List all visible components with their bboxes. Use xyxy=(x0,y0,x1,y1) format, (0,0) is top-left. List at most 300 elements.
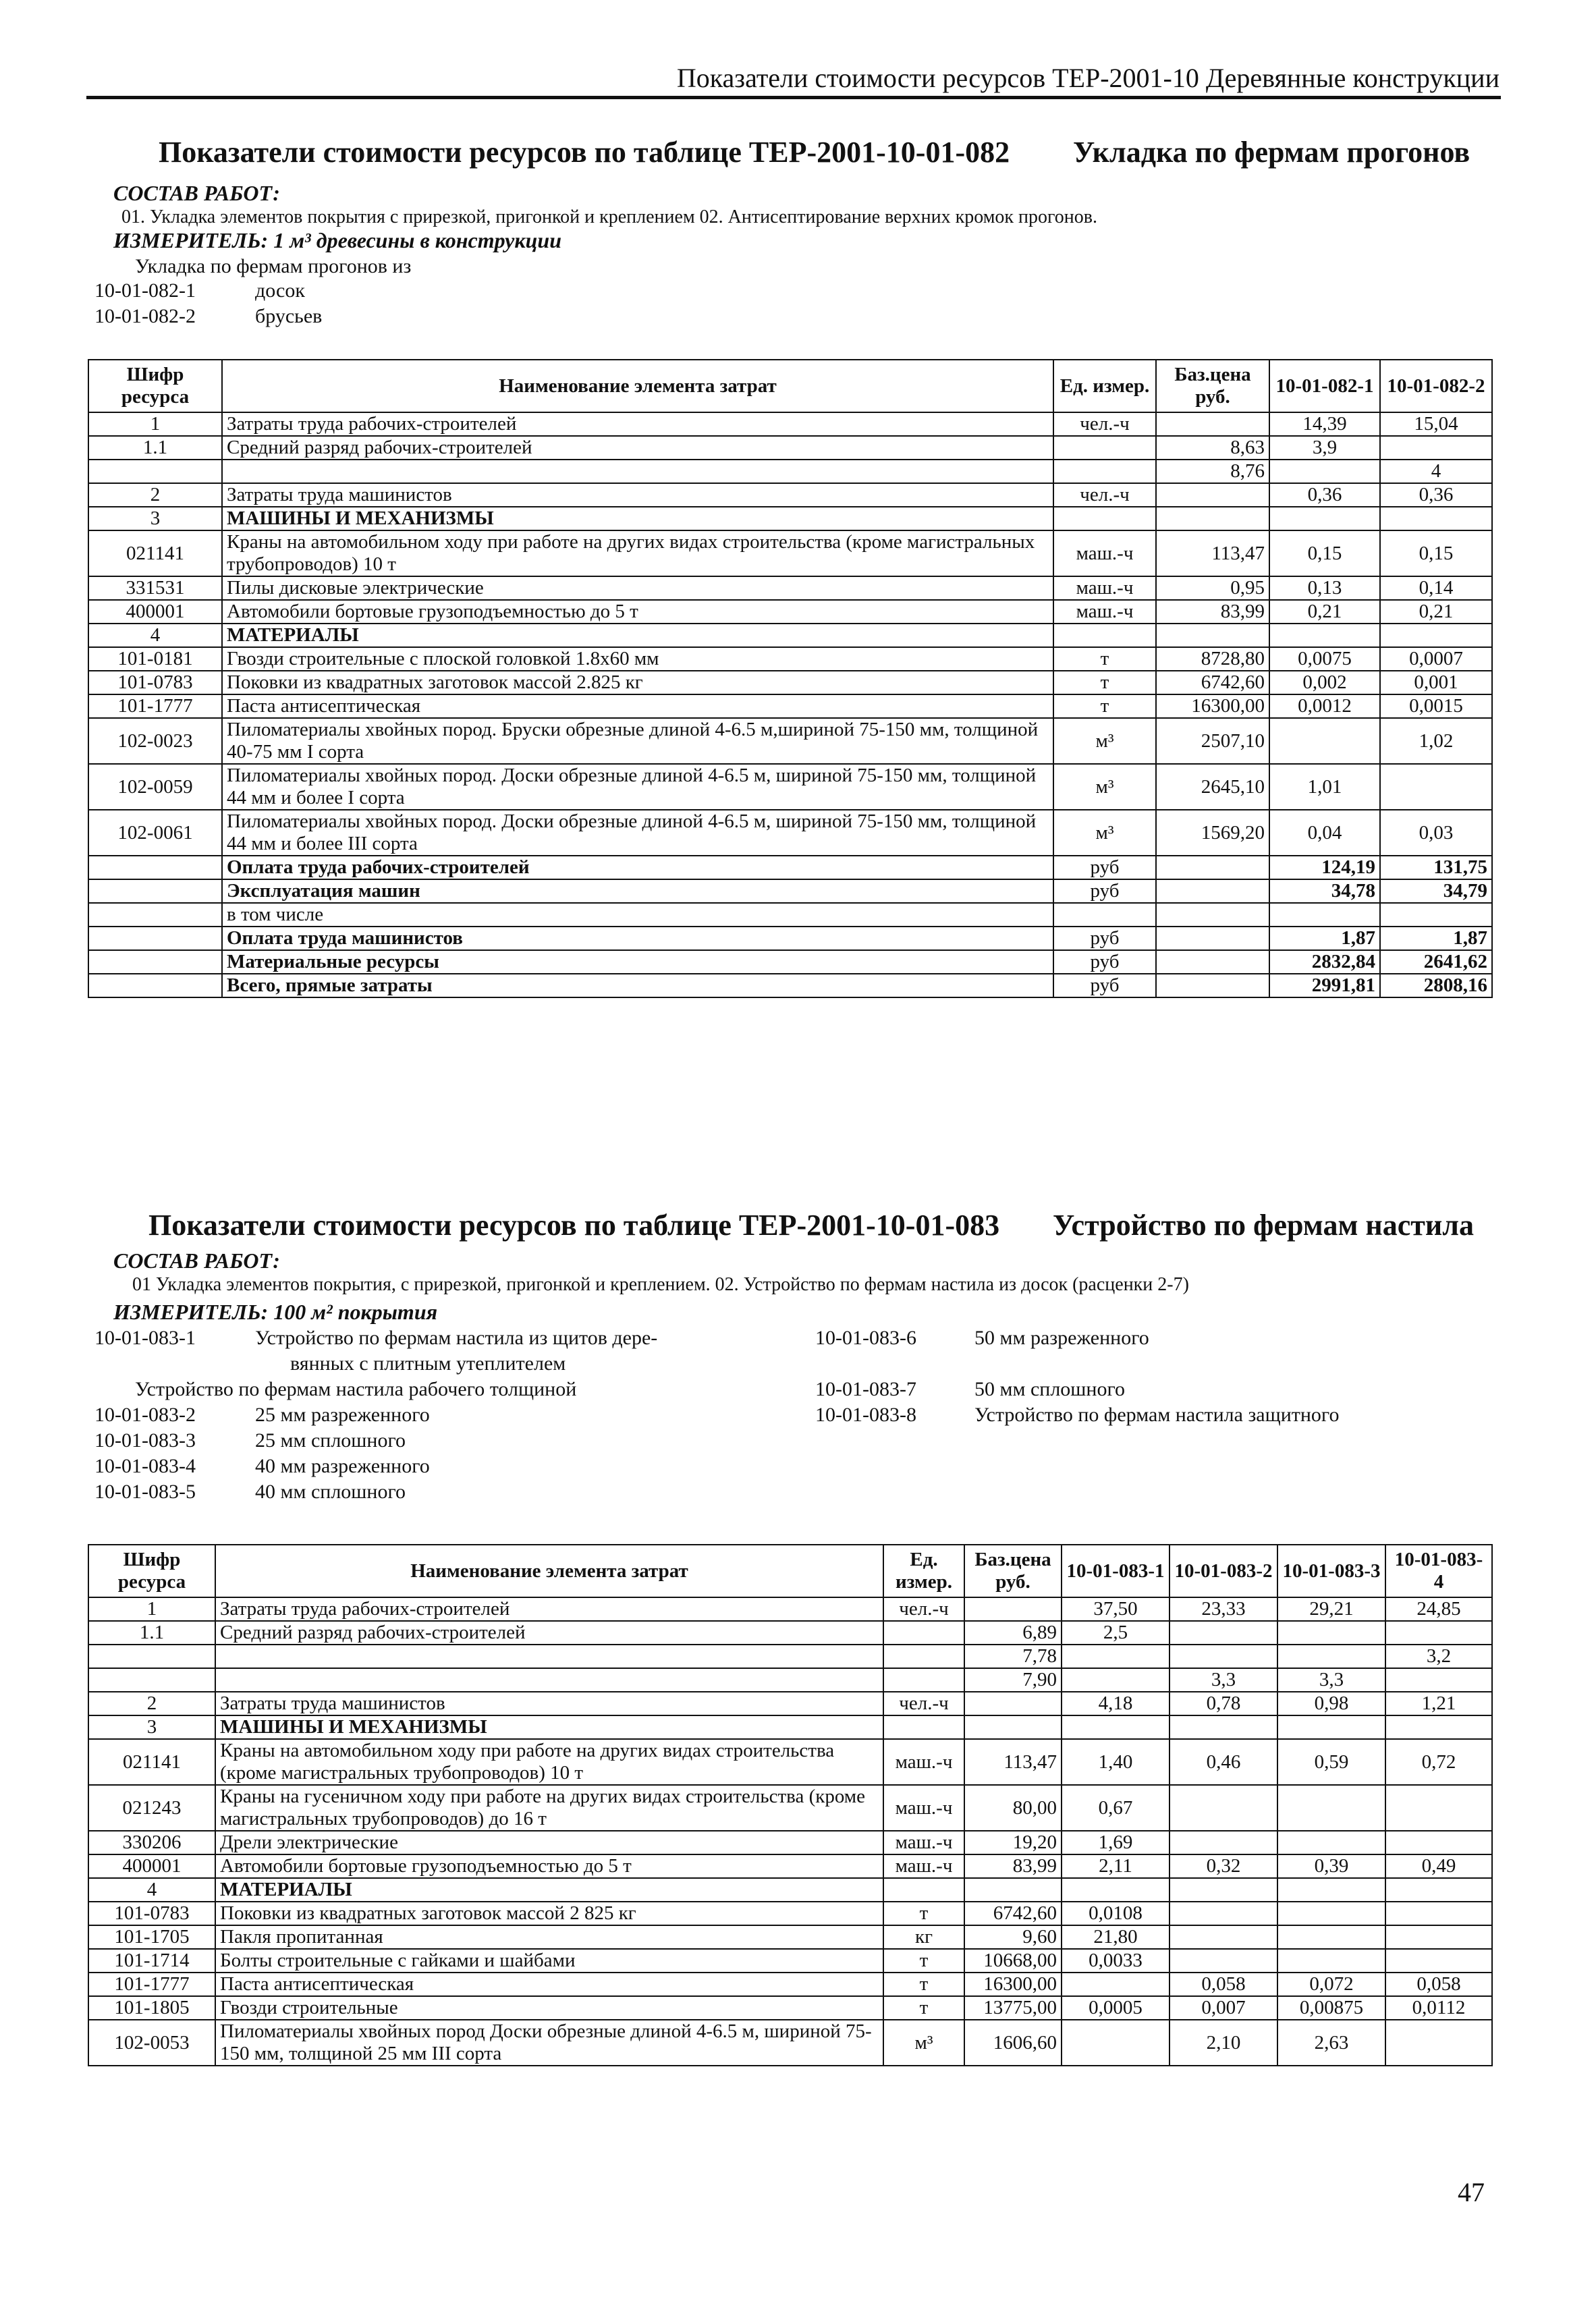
table-cell: руб xyxy=(1053,927,1156,950)
table-row xyxy=(88,460,1492,483)
table-cell: 400001 xyxy=(88,1854,215,1878)
table-cell: м³ xyxy=(1053,764,1156,810)
table-cell: 14,39 xyxy=(1269,412,1380,436)
table-cell: кг xyxy=(883,1925,964,1949)
table-cell xyxy=(1062,1668,1170,1692)
table-cell: 6742,60 xyxy=(1156,671,1269,694)
table-cell: 2,11 xyxy=(1062,1854,1170,1878)
header-rule xyxy=(86,96,1501,99)
table-cell xyxy=(1269,903,1380,927)
table-cell: чел.-ч xyxy=(883,1597,964,1621)
table-cell: 0,0108 xyxy=(1062,1902,1170,1925)
table-cell xyxy=(1156,624,1269,647)
table-row xyxy=(88,530,1492,576)
table-cell: 1 xyxy=(88,1597,215,1621)
section2-sostav-label: СОСТАВ РАБОТ: xyxy=(113,1248,280,1273)
table-header: 10-01-082-1 xyxy=(1269,360,1380,412)
table-cell: 2,63 xyxy=(1277,2020,1385,2066)
table-cell xyxy=(1277,1902,1385,1925)
table-cell: 0,49 xyxy=(1385,1854,1492,1878)
table-row xyxy=(88,2020,1492,2066)
table-cell: Пиломатериалы хвойных пород Доски обрезные длиной 4-6.5 м, шириной 75-150 мм, толщиной 25 мм III сорта xyxy=(215,2020,883,2066)
table-row xyxy=(88,1925,1492,1949)
table-cell: 0,21 xyxy=(1269,600,1380,624)
table-cell xyxy=(1062,1973,1170,1996)
section2-code-4-text: 40 мм разреженного xyxy=(255,1455,430,1477)
table-row xyxy=(88,1715,1492,1739)
table-cell xyxy=(88,1645,215,1668)
table-cell: т xyxy=(883,1973,964,1996)
table-cell: Автомобили бортовые грузоподъемностью до 5 т xyxy=(215,1854,883,1878)
table-cell xyxy=(1062,1645,1170,1668)
section2-code-3: 10-01-083-3 xyxy=(94,1429,196,1452)
section2-code-2-text: 25 мм разреженного xyxy=(255,1404,430,1426)
table-row xyxy=(88,694,1492,718)
table-cell xyxy=(883,1668,964,1692)
table-cell: 4 xyxy=(88,624,222,647)
table-cell: 0,78 xyxy=(1170,1692,1277,1715)
table-cell: 1,01 xyxy=(1269,764,1380,810)
table-cell xyxy=(1053,507,1156,530)
table-cell: 1606,60 xyxy=(964,2020,1062,2066)
table-row xyxy=(88,1996,1492,2020)
table-cell: 101-0181 xyxy=(88,647,222,671)
section2-rabochego: Устройство по фермам настила рабочего толщиной xyxy=(135,1378,577,1400)
table-cell: 7,78 xyxy=(964,1645,1062,1668)
table-cell: Паста антисептическая xyxy=(222,694,1053,718)
table-cell: руб xyxy=(1053,879,1156,903)
table-cell xyxy=(1170,1902,1277,1925)
table-cell xyxy=(88,879,222,903)
table-cell: 021141 xyxy=(88,530,222,576)
table-cell xyxy=(964,1597,1062,1621)
table-cell xyxy=(1385,1831,1492,1854)
section2-code-1-text: Устройство по фермам настила из щитов дере- xyxy=(255,1327,658,1349)
table-cell: 2832,84 xyxy=(1269,950,1380,974)
table-cell xyxy=(1385,1621,1492,1645)
table-cell xyxy=(1385,1785,1492,1831)
table-cell: 1,40 xyxy=(1062,1739,1170,1785)
table-cell: 0,058 xyxy=(1385,1973,1492,1996)
table-cell: МАТЕРИАЛЫ xyxy=(215,1878,883,1902)
table-cell: 29,21 xyxy=(1277,1597,1385,1621)
table-cell: Краны на автомобильном ходу при работе на других видах строительства (кроме магистральных трубопроводов) 10 т xyxy=(215,1739,883,1785)
table-cell xyxy=(1170,1878,1277,1902)
table-cell: 102-0059 xyxy=(88,764,222,810)
table-cell xyxy=(1380,903,1492,927)
table-cell: 0,15 xyxy=(1380,530,1492,576)
table-cell xyxy=(1170,1645,1277,1668)
table-cell: 8,76 xyxy=(1156,460,1269,483)
table-cell: 3 xyxy=(88,507,222,530)
table-cell: 113,47 xyxy=(1156,530,1269,576)
table-cell: 15,04 xyxy=(1380,412,1492,436)
table-cell: 2645,10 xyxy=(1156,764,1269,810)
table-cell xyxy=(883,1878,964,1902)
table-cell xyxy=(883,1645,964,1668)
table-cell: руб xyxy=(1053,856,1156,879)
table-row xyxy=(88,624,1492,647)
table-cell: 101-1714 xyxy=(88,1949,215,1973)
section2-title: Показатели стоимости ресурсов по таблице ТЕР-2001-10-01-083 xyxy=(148,1209,1000,1242)
table-row xyxy=(88,1692,1492,1715)
table-cell xyxy=(1385,1715,1492,1739)
table-cell: Пиломатериалы хвойных пород. Доски обрезные длиной 4-6.5 м, шириной 75-150 мм, толщиной 44 мм и более III сорта xyxy=(222,810,1053,856)
table-header: Ед. измер. xyxy=(883,1545,964,1597)
table-cell: 0,67 xyxy=(1062,1785,1170,1831)
table-row xyxy=(88,507,1492,530)
table-cell: 0,04 xyxy=(1269,810,1380,856)
section2-code-6: 10-01-083-6 xyxy=(815,1327,916,1349)
table-header: Наименование элемента затрат xyxy=(222,360,1053,412)
table-cell xyxy=(1170,1925,1277,1949)
table-row xyxy=(88,810,1492,856)
table-cell: 83,99 xyxy=(1156,600,1269,624)
table-cell: Всего, прямые затраты xyxy=(222,974,1053,997)
table-cell: 7,90 xyxy=(964,1668,1062,1692)
table-cell xyxy=(1277,1878,1385,1902)
section2-izmeritel: ИЗМЕРИТЕЛЬ: 100 м² покрытия xyxy=(113,1300,438,1324)
table-cell: т xyxy=(1053,694,1156,718)
table-header: 10-01-082-2 xyxy=(1380,360,1492,412)
table-cell xyxy=(1053,624,1156,647)
table-cell: т xyxy=(1053,671,1156,694)
table-cell: 8728,80 xyxy=(1156,647,1269,671)
table-cell: Поковки из квадратных заготовок массой 2 825 кг xyxy=(215,1902,883,1925)
table-cell: 0,98 xyxy=(1277,1692,1385,1715)
table-cell: 0,058 xyxy=(1170,1973,1277,1996)
table-cell: Поковки из квадратных заготовок массой 2.825 кг xyxy=(222,671,1053,694)
table-cell: 0,002 xyxy=(1269,671,1380,694)
table-cell: Материальные ресурсы xyxy=(222,950,1053,974)
table-cell: 0,13 xyxy=(1269,576,1380,600)
table-cell xyxy=(1385,1925,1492,1949)
table-row xyxy=(88,1645,1492,1668)
table-cell: т xyxy=(1053,647,1156,671)
table-cell xyxy=(1380,624,1492,647)
table-cell: 101-1777 xyxy=(88,694,222,718)
table-cell xyxy=(1277,1785,1385,1831)
table-cell xyxy=(1156,412,1269,436)
table-cell: 34,78 xyxy=(1269,879,1380,903)
table-cell: 0,0015 xyxy=(1380,694,1492,718)
table-cell: маш.-ч xyxy=(883,1785,964,1831)
table-cell xyxy=(1277,1831,1385,1854)
table-row xyxy=(88,412,1492,436)
table-cell: 37,50 xyxy=(1062,1597,1170,1621)
table-cell: т xyxy=(883,1996,964,2020)
table-cell: 0,21 xyxy=(1380,600,1492,624)
table-row xyxy=(88,1739,1492,1785)
table-header: 10-01-083-3 xyxy=(1277,1545,1385,1597)
table-cell: 0,0033 xyxy=(1062,1949,1170,1973)
table-cell xyxy=(1385,1949,1492,1973)
table-cell: м³ xyxy=(1053,810,1156,856)
table-cell: т xyxy=(883,1949,964,1973)
table-cell: 4 xyxy=(1380,460,1492,483)
table-row xyxy=(88,1973,1492,1996)
table-cell: 2991,81 xyxy=(1269,974,1380,997)
table-cell xyxy=(1156,950,1269,974)
table-row xyxy=(88,576,1492,600)
table-cell xyxy=(1170,1715,1277,1739)
table-cell xyxy=(1269,718,1380,764)
table-cell: 101-0783 xyxy=(88,1902,215,1925)
table-cell: Пакля пропитанная xyxy=(215,1925,883,1949)
table-cell xyxy=(883,1715,964,1739)
table-cell: Оплата труда машинистов xyxy=(222,927,1053,950)
table-cell: м³ xyxy=(883,2020,964,2066)
table-cell: 80,00 xyxy=(964,1785,1062,1831)
table-cell xyxy=(1385,1668,1492,1692)
table-cell: 102-0053 xyxy=(88,2020,215,2066)
table-cell: 34,79 xyxy=(1380,879,1492,903)
table-cell: 101-1777 xyxy=(88,1973,215,1996)
table-cell: маш.-ч xyxy=(1053,576,1156,600)
table-cell: 1,87 xyxy=(1269,927,1380,950)
table-cell: 1569,20 xyxy=(1156,810,1269,856)
table-cell: чел.-ч xyxy=(1053,412,1156,436)
table-cell xyxy=(1156,856,1269,879)
table-cell: 0,72 xyxy=(1385,1739,1492,1785)
table-row xyxy=(88,671,1492,694)
table-cell xyxy=(88,460,222,483)
table-cell xyxy=(1380,507,1492,530)
section2-sostav-text: 01 Укладка элементов покрытия, с прирезкой, пригонкой и креплением. 02. Устройство по фермам настила из досок (расценки 2-7) xyxy=(132,1274,1189,1295)
table-header: Наименование элемента затрат xyxy=(215,1545,883,1597)
table-cell: т xyxy=(883,1902,964,1925)
table-cell: 0,36 xyxy=(1380,483,1492,507)
table-cell xyxy=(1062,1715,1170,1739)
table-cell: Затраты труда машинистов xyxy=(215,1692,883,1715)
table-cell xyxy=(1277,1949,1385,1973)
table-cell: Затраты труда машинистов xyxy=(222,483,1053,507)
table-cell: 2,10 xyxy=(1170,2020,1277,2066)
table-header: 10-01-083-4 xyxy=(1385,1545,1492,1597)
table-row xyxy=(88,1621,1492,1645)
table-cell xyxy=(88,950,222,974)
table-row xyxy=(88,879,1492,903)
table-cell: 0,46 xyxy=(1170,1739,1277,1785)
table-cell: Эксплуатация машин xyxy=(222,879,1053,903)
table-cell xyxy=(88,856,222,879)
table-cell xyxy=(1053,903,1156,927)
table-cell xyxy=(1269,507,1380,530)
table-cell: 1,21 xyxy=(1385,1692,1492,1715)
table-cell xyxy=(1053,460,1156,483)
table-cell: 6,89 xyxy=(964,1621,1062,1645)
table-cell: 2808,16 xyxy=(1380,974,1492,997)
table-row xyxy=(88,483,1492,507)
table-row xyxy=(88,1878,1492,1902)
table-cell: 9,60 xyxy=(964,1925,1062,1949)
table-cell: 0,59 xyxy=(1277,1739,1385,1785)
table-row xyxy=(88,1785,1492,1831)
table-cell: 6742,60 xyxy=(964,1902,1062,1925)
table-cell xyxy=(1277,1645,1385,1668)
table-cell: Болты строительные с гайками и шайбами xyxy=(215,1949,883,1973)
table-cell xyxy=(1156,507,1269,530)
table-cell xyxy=(1156,927,1269,950)
table-cell: 2641,62 xyxy=(1380,950,1492,974)
table-cell xyxy=(1156,903,1269,927)
table-row xyxy=(88,718,1492,764)
table-cell: 3,9 xyxy=(1269,436,1380,460)
table-cell: Дрели электрические xyxy=(215,1831,883,1854)
table-cell: маш.-ч xyxy=(883,1739,964,1785)
table-header: Шифр ресурса xyxy=(88,360,222,412)
table-cell xyxy=(1170,1621,1277,1645)
section1-izmeritel: ИЗМЕРИТЕЛЬ: 1 м³ древесины в конструкции xyxy=(113,228,561,252)
section2-code-7-text: 50 мм сплошного xyxy=(974,1378,1126,1400)
resource-table-082 xyxy=(88,359,1493,998)
table-cell xyxy=(1277,1925,1385,1949)
table-cell: 23,33 xyxy=(1170,1597,1277,1621)
table-cell: 0,36 xyxy=(1269,483,1380,507)
table-cell: 0,15 xyxy=(1269,530,1380,576)
table-cell: Пилы дисковые электрические xyxy=(222,576,1053,600)
resource-table-083 xyxy=(88,1544,1493,2066)
table-cell xyxy=(964,1878,1062,1902)
table-cell: МАШИНЫ И МЕХАНИЗМЫ xyxy=(222,507,1053,530)
table-cell: 16300,00 xyxy=(1156,694,1269,718)
table-cell: маш.-ч xyxy=(883,1831,964,1854)
table-cell: 0,0007 xyxy=(1380,647,1492,671)
table-row xyxy=(88,903,1492,927)
table-cell: маш.-ч xyxy=(1053,530,1156,576)
table-cell xyxy=(1170,1785,1277,1831)
section2-code-1: 10-01-083-1 xyxy=(94,1327,196,1349)
table-cell: 2 xyxy=(88,483,222,507)
table-cell: 101-1805 xyxy=(88,1996,215,2020)
table-cell: МАШИНЫ И МЕХАНИЗМЫ xyxy=(215,1715,883,1739)
table-cell: 3,2 xyxy=(1385,1645,1492,1668)
table-cell xyxy=(883,1621,964,1645)
table-cell xyxy=(1156,879,1269,903)
table-cell: 0,00875 xyxy=(1277,1996,1385,2020)
table-header: Шифр ресурса xyxy=(88,1545,215,1597)
table-cell xyxy=(1385,1878,1492,1902)
table-cell: 0,32 xyxy=(1170,1854,1277,1878)
table-cell: руб xyxy=(1053,950,1156,974)
table-cell: 83,99 xyxy=(964,1854,1062,1878)
table-cell: 4,18 xyxy=(1062,1692,1170,1715)
table-cell: 2 xyxy=(88,1692,215,1715)
table-cell xyxy=(964,1692,1062,1715)
table-cell: 19,20 xyxy=(964,1831,1062,1854)
section2-code-5: 10-01-083-5 xyxy=(94,1481,196,1503)
table-cell: 131,75 xyxy=(1380,856,1492,879)
table-cell: 021243 xyxy=(88,1785,215,1831)
table-cell xyxy=(1277,1715,1385,1739)
table-header: 10-01-083-2 xyxy=(1170,1545,1277,1597)
section2-code-7: 10-01-083-7 xyxy=(815,1378,916,1400)
table-cell xyxy=(1170,1949,1277,1973)
table-cell: 0,0112 xyxy=(1385,1996,1492,2020)
table-cell: Средний разряд рабочих-строителей xyxy=(215,1621,883,1645)
table-cell xyxy=(1062,2020,1170,2066)
table-cell: 1,02 xyxy=(1380,718,1492,764)
table-cell xyxy=(215,1668,883,1692)
section2-code-8-text: Устройство по фермам настила защитного xyxy=(974,1404,1340,1426)
table-cell: 0,03 xyxy=(1380,810,1492,856)
table-cell xyxy=(215,1645,883,1668)
section2-code-4: 10-01-083-4 xyxy=(94,1455,196,1477)
table-cell xyxy=(88,927,222,950)
table-cell: Гвозди строительные xyxy=(215,1996,883,2020)
table-cell: 0,007 xyxy=(1170,1996,1277,2020)
table-row xyxy=(88,856,1492,879)
table-cell: 0,0075 xyxy=(1269,647,1380,671)
section1-code-1: 10-01-082-1 xyxy=(94,279,196,302)
table-cell: 101-1705 xyxy=(88,1925,215,1949)
table-cell: 0,39 xyxy=(1277,1854,1385,1878)
table-row xyxy=(88,1902,1492,1925)
table-row xyxy=(88,927,1492,950)
table-cell: 330206 xyxy=(88,1831,215,1854)
section1-sostav-text: 01. Укладка элементов покрытия с прирезкой, пригонкой и креплением 02. Антисептирование верхних кромок прогонов. xyxy=(121,206,1097,227)
running-head: Показатели стоимости ресурсов ТЕР-2001-10 Деревянные конструкции xyxy=(676,63,1499,93)
table-row xyxy=(88,1854,1492,1878)
table-header: Баз.цена руб. xyxy=(1156,360,1269,412)
table-cell: чел.-ч xyxy=(1053,483,1156,507)
table-cell: Паста антисептическая xyxy=(215,1973,883,1996)
table-row xyxy=(88,1831,1492,1854)
table-cell: 400001 xyxy=(88,600,222,624)
section2-subtitle: Устройство по фермам настила xyxy=(1053,1209,1474,1242)
table-cell: Гвозди строительные с плоской головкой 1.8х60 мм xyxy=(222,647,1053,671)
table-row xyxy=(88,1597,1492,1621)
table-cell: 021141 xyxy=(88,1739,215,1785)
table-cell: 0,14 xyxy=(1380,576,1492,600)
table-cell: МАТЕРИАЛЫ xyxy=(222,624,1053,647)
table-cell: 0,0012 xyxy=(1269,694,1380,718)
table-row xyxy=(88,974,1492,997)
table-cell: 1 xyxy=(88,412,222,436)
table-cell xyxy=(1269,460,1380,483)
table-cell xyxy=(222,460,1053,483)
section1-title: Показатели стоимости ресурсов по таблице ТЕР-2001-10-01-082 xyxy=(159,136,1010,169)
section1-code-1-text: досок xyxy=(255,279,305,302)
table-cell: 1.1 xyxy=(88,436,222,460)
section2-code-5-text: 40 мм сплошного xyxy=(255,1481,406,1503)
section2-code-8: 10-01-083-8 xyxy=(815,1404,916,1426)
table-cell: 1.1 xyxy=(88,1621,215,1645)
table-cell: 2,5 xyxy=(1062,1621,1170,1645)
table-cell xyxy=(1380,436,1492,460)
table-cell: 13775,00 xyxy=(964,1996,1062,2020)
table-cell xyxy=(1062,1878,1170,1902)
section2-code-3-text: 25 мм сплошного xyxy=(255,1429,406,1452)
table-cell xyxy=(1170,1831,1277,1854)
table-cell: Затраты труда рабочих-строителей xyxy=(215,1597,883,1621)
table-row xyxy=(88,1668,1492,1692)
section1-subtitle: Укладка по фермам прогонов xyxy=(1073,136,1470,169)
table-cell: 102-0061 xyxy=(88,810,222,856)
table-row xyxy=(88,764,1492,810)
table-cell: 3,3 xyxy=(1277,1668,1385,1692)
table-cell xyxy=(1380,764,1492,810)
table-row xyxy=(88,950,1492,974)
table-cell: 21,80 xyxy=(1062,1925,1170,1949)
table-cell: 0,95 xyxy=(1156,576,1269,600)
table-cell xyxy=(1156,483,1269,507)
table-cell: 0,0005 xyxy=(1062,1996,1170,2020)
section1-sostav-label: СОСТАВ РАБОТ: xyxy=(113,181,280,205)
table-cell: 0,001 xyxy=(1380,671,1492,694)
table-cell: Пиломатериалы хвойных пород. Доски обрезные длиной 4-6.5 м, шириной 75-150 мм, толщиной 44 мм и более I сорта xyxy=(222,764,1053,810)
table-cell: 113,47 xyxy=(964,1739,1062,1785)
